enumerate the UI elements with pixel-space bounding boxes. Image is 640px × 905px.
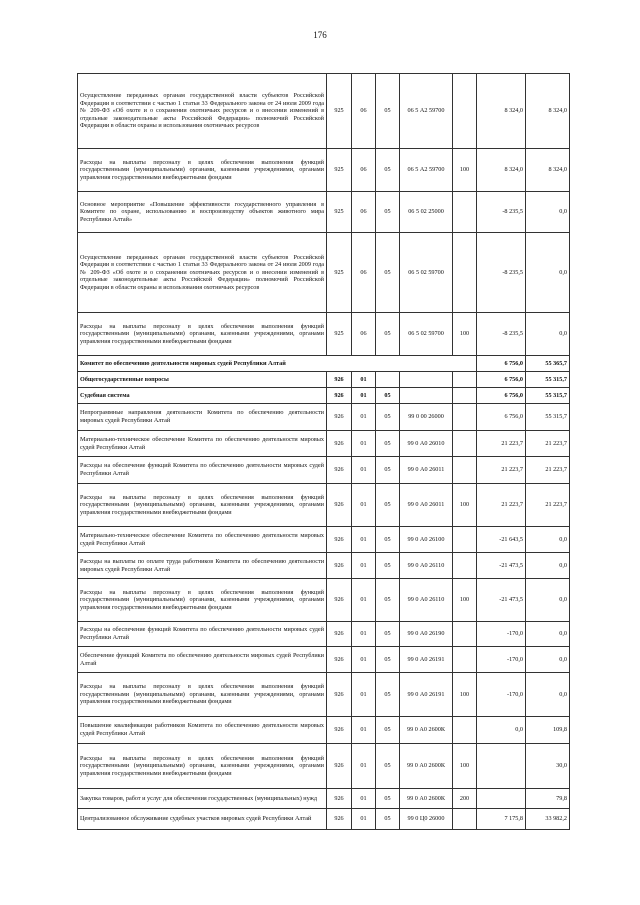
- subsection-code-cell: 05: [376, 744, 400, 789]
- section-code-cell: 01: [352, 809, 376, 830]
- amount-2-cell: 55 315,7: [526, 372, 570, 388]
- subsection-code-cell: 05: [376, 404, 400, 431]
- amount-2-cell: 55 315,7: [526, 388, 570, 404]
- target-article-cell: 99 0 А0 26110: [400, 553, 453, 579]
- section-code-cell: 01: [352, 484, 376, 527]
- row-name-cell: Основное мероприятие «Повышение эффективности государственного управления в Комитете по охране, использованию и воспроизводству объектов животного мира Республики Алтай»: [78, 192, 327, 233]
- table-row: [78, 527, 570, 553]
- subsection-code-cell: 05: [376, 149, 400, 192]
- ministry-code-cell: 926: [327, 388, 352, 404]
- amount-2-cell: 33 982,2: [526, 809, 570, 830]
- section-code-cell: 01: [352, 744, 376, 789]
- ministry-code-cell: 925: [327, 233, 352, 313]
- expense-type-cell: [453, 527, 477, 553]
- amount-1-cell: -8 235,5: [477, 233, 526, 313]
- target-article-cell: 99 0 Ц0 26000: [400, 809, 453, 830]
- section-code-cell: 06: [352, 192, 376, 233]
- amount-1-cell: -21 473,5: [477, 579, 526, 622]
- expense-type-cell: [453, 233, 477, 313]
- target-article-cell: 99 0 А0 26110: [400, 579, 453, 622]
- target-article-cell: 06 5 А2 59700: [400, 74, 453, 149]
- amount-1-cell: -170,0: [477, 622, 526, 647]
- expense-type-cell: [453, 372, 477, 388]
- expense-type-cell: [453, 431, 477, 457]
- expense-type-cell: [453, 647, 477, 673]
- table-row: [78, 553, 570, 579]
- expense-type-cell: [453, 74, 477, 149]
- amount-2-cell: 0,0: [526, 527, 570, 553]
- section-code-cell: 06: [352, 74, 376, 149]
- target-article-cell: 99 0 А0 26010: [400, 431, 453, 457]
- amount-1-cell: -8 235,5: [477, 313, 526, 356]
- target-article-cell: 99 0 А0 26191: [400, 647, 453, 673]
- table-row: [78, 484, 570, 527]
- row-name-cell: Расходы на выплаты персоналу в целях обеспечения выполнения функций государственными (муниципальными) органами, казенными учреждениями, органами управления государственными внебюджетными фондами: [78, 313, 327, 356]
- ministry-code-cell: 925: [327, 192, 352, 233]
- target-article-cell: 99 0 А0 26100: [400, 527, 453, 553]
- table-row: [78, 622, 570, 647]
- ministry-code-cell: 926: [327, 717, 352, 744]
- row-name-cell: Расходы на выплаты персоналу в целях обеспечения выполнения функций государственными (муниципальными) органами, казенными учреждениями, органами управления государственными внебюджетными фондами: [78, 149, 327, 192]
- target-article-cell: 99 0 А0 2600К: [400, 789, 453, 809]
- row-name-cell: Расходы на обеспечение функций Комитета по обеспечению деятельности мировых судей Республики Алтай: [78, 622, 327, 647]
- table-row: [78, 233, 570, 313]
- expense-type-cell: 100: [453, 673, 477, 717]
- amount-1-cell: -21 643,5: [477, 527, 526, 553]
- amount-2-cell: 0,0: [526, 313, 570, 356]
- row-name-cell: Материально-техническое обеспечение Комитета по обеспечению деятельности мировых судей Республики Алтай: [78, 527, 327, 553]
- expense-type-cell: 200: [453, 789, 477, 809]
- ministry-code-cell: 926: [327, 431, 352, 457]
- amount-1-cell: 6 756,0: [477, 388, 526, 404]
- ministry-code-cell: 926: [327, 553, 352, 579]
- target-article-cell: [400, 388, 453, 404]
- ministry-code-cell: 926: [327, 457, 352, 484]
- expense-type-cell: 100: [453, 149, 477, 192]
- amount-1-cell: 21 223,7: [477, 457, 526, 484]
- table-row: [78, 673, 570, 717]
- ministry-code-cell: 926: [327, 579, 352, 622]
- target-article-cell: 06 5 02 25000: [400, 192, 453, 233]
- subsection-code-cell: 05: [376, 192, 400, 233]
- amount-2-cell: 55 315,7: [526, 404, 570, 431]
- expense-type-cell: 100: [453, 579, 477, 622]
- expense-type-cell: 100: [453, 744, 477, 789]
- target-article-cell: 06 5 А2 59700: [400, 149, 453, 192]
- subsection-code-cell: 05: [376, 484, 400, 527]
- section-code-cell: 06: [352, 313, 376, 356]
- table-row: [78, 717, 570, 744]
- amount-2-cell: 0,0: [526, 622, 570, 647]
- subsection-code-cell: 05: [376, 74, 400, 149]
- amount-1-cell: [477, 744, 526, 789]
- amount-2-cell: 0,0: [526, 579, 570, 622]
- expense-type-cell: 100: [453, 313, 477, 356]
- row-name-cell: Расходы на выплаты персоналу в целях обеспечения выполнения функций государственными (муниципальными) органами, казенными учреждениями, органами управления государственными внебюджетными фондами: [78, 673, 327, 717]
- section-code-cell: 01: [352, 404, 376, 431]
- ministry-code-cell: 925: [327, 74, 352, 149]
- subsection-code-cell: 05: [376, 553, 400, 579]
- amount-2-cell: 0,0: [526, 233, 570, 313]
- table-row: [78, 457, 570, 484]
- amount-2-cell: 55 365,7: [526, 356, 570, 372]
- amount-1-cell: 8 324,0: [477, 149, 526, 192]
- amount-2-cell: 30,0: [526, 744, 570, 789]
- ministry-code-cell: 926: [327, 484, 352, 527]
- subsection-code-cell: 05: [376, 789, 400, 809]
- row-name-cell: Непрограммные направления деятельности Комитета по обеспечению деятельности мировых судей Республики Алтай: [78, 404, 327, 431]
- ministry-code-cell: 926: [327, 527, 352, 553]
- row-name-cell: Осуществление переданных органам государственной власти субъектов Российской Федерации в соответствии с частью 1 статьи 33 Федерального закона от 24 июля 2009 года № 209-ФЗ «Об охоте и о сохранении охотничьих ресурсов и о внесении изменений в отдельные законодательные акты Российской Федерации» полномочий Российской Федерации в области охраны и использования охотничьих ресурсов: [78, 74, 327, 149]
- expense-type-cell: [453, 457, 477, 484]
- amount-1-cell: 6 756,0: [477, 404, 526, 431]
- section-code-cell: 01: [352, 388, 376, 404]
- table-row: [78, 647, 570, 673]
- section-code-cell: 01: [352, 527, 376, 553]
- table-row: [78, 313, 570, 356]
- amount-1-cell: 0,0: [477, 717, 526, 744]
- row-name-cell: Общегосударственные вопросы: [78, 372, 327, 388]
- amount-2-cell: 21 223,7: [526, 457, 570, 484]
- target-article-cell: [400, 372, 453, 388]
- amount-2-cell: 21 223,7: [526, 431, 570, 457]
- expense-type-cell: [453, 622, 477, 647]
- row-name-cell: Расходы на выплаты персоналу в целях обеспечения выполнения функций государственными (муниципальными) органами, казенными учреждениями, органами управления государственными внебюджетными фондами: [78, 484, 327, 527]
- ministry-code-cell: 925: [327, 313, 352, 356]
- row-name-cell: Повышение квалификации работников Комитета по обеспечению деятельности мировых судей Республики Алтай: [78, 717, 327, 744]
- amount-2-cell: 109,8: [526, 717, 570, 744]
- section-code-cell: 06: [352, 233, 376, 313]
- ministry-code-cell: 926: [327, 404, 352, 431]
- target-article-cell: 06 5 02 59700: [400, 233, 453, 313]
- row-name-cell: Осуществление переданных органам государственной власти субъектов Российской Федерации в соответствии с частью 1 статьи 33 Федерального закона от 24 июля 2009 года № 209-ФЗ «Об охоте и о сохранении охотничьих ресурсов и о внесении изменений в отдельные законодательные акты Российской Федерации» полномочий Российской Федерации в области охраны и использования охотничьих ресурсов: [78, 233, 327, 313]
- amount-1-cell: -170,0: [477, 647, 526, 673]
- amount-2-cell: 0,0: [526, 673, 570, 717]
- row-name-cell: Централизованное обслуживание судебных участков мировых судей Республики Алтай: [78, 809, 327, 830]
- ministry-code-cell: 926: [327, 622, 352, 647]
- table-row: [78, 431, 570, 457]
- table-row: [78, 388, 570, 404]
- amount-1-cell: -170,0: [477, 673, 526, 717]
- amount-2-cell: 8 324,0: [526, 74, 570, 149]
- amount-2-cell: 0,0: [526, 647, 570, 673]
- target-article-cell: 99 0 00 26000: [400, 404, 453, 431]
- subsection-code-cell: 05: [376, 431, 400, 457]
- row-name-cell: Комитет по обеспечению деятельности мировых судей Республики Алтай: [78, 356, 477, 372]
- ministry-code-cell: 925: [327, 149, 352, 192]
- target-article-cell: 99 0 А0 26191: [400, 673, 453, 717]
- row-name-cell: Расходы на выплаты персоналу в целях обеспечения выполнения функций государственными (муниципальными) органами, казенными учреждениями, органами управления государственными внебюджетными фондами: [78, 579, 327, 622]
- amount-1-cell: -21 473,5: [477, 553, 526, 579]
- subsection-code-cell: 05: [376, 233, 400, 313]
- section-code-cell: 01: [352, 372, 376, 388]
- amount-1-cell: [477, 789, 526, 809]
- table-row: [78, 149, 570, 192]
- section-code-cell: 01: [352, 673, 376, 717]
- amount-1-cell: -8 235,5: [477, 192, 526, 233]
- budget-table: [77, 73, 570, 830]
- subsection-code-cell: 05: [376, 457, 400, 484]
- subsection-code-cell: 05: [376, 647, 400, 673]
- table-row: [78, 744, 570, 789]
- table-row: [78, 372, 570, 388]
- page-number: 176: [313, 30, 327, 40]
- amount-2-cell: 0,0: [526, 553, 570, 579]
- table-row: [78, 404, 570, 431]
- amount-1-cell: 21 223,7: [477, 484, 526, 527]
- amount-2-cell: 0,0: [526, 192, 570, 233]
- amount-1-cell: 6 756,0: [477, 356, 526, 372]
- section-code-cell: 01: [352, 622, 376, 647]
- row-name-cell: Обеспечение функций Комитета по обеспечению деятельности мировых судей Республики Алтай: [78, 647, 327, 673]
- subsection-code-cell: 05: [376, 313, 400, 356]
- ministry-code-cell: 926: [327, 809, 352, 830]
- section-code-cell: 01: [352, 579, 376, 622]
- table-row: [78, 356, 570, 372]
- row-name-cell: Расходы на выплаты персоналу в целях обеспечения выполнения функций государственными (муниципальными) органами, казенными учреждениями, органами управления государственными внебюджетными фондами: [78, 744, 327, 789]
- table-row: [78, 809, 570, 830]
- expense-type-cell: [453, 388, 477, 404]
- expense-type-cell: [453, 553, 477, 579]
- subsection-code-cell: 05: [376, 622, 400, 647]
- table-row: [78, 579, 570, 622]
- amount-1-cell: 7 175,8: [477, 809, 526, 830]
- row-name-cell: Материально-техническое обеспечение Комитета по обеспечению деятельности мировых судей Республики Алтай: [78, 431, 327, 457]
- subsection-code-cell: 05: [376, 809, 400, 830]
- table-row: [78, 74, 570, 149]
- target-article-cell: 99 0 А0 2600К: [400, 744, 453, 789]
- target-article-cell: 99 0 А0 26190: [400, 622, 453, 647]
- section-code-cell: 01: [352, 647, 376, 673]
- target-article-cell: 99 0 А0 26011: [400, 484, 453, 527]
- subsection-code-cell: [376, 372, 400, 388]
- target-article-cell: 99 0 А0 2600К: [400, 717, 453, 744]
- section-code-cell: 01: [352, 717, 376, 744]
- ministry-code-cell: 926: [327, 372, 352, 388]
- target-article-cell: 99 0 А0 26011: [400, 457, 453, 484]
- expense-type-cell: [453, 404, 477, 431]
- expense-type-cell: [453, 192, 477, 233]
- section-code-cell: 06: [352, 149, 376, 192]
- subsection-code-cell: 05: [376, 527, 400, 553]
- amount-1-cell: 6 756,0: [477, 372, 526, 388]
- ministry-code-cell: 926: [327, 647, 352, 673]
- amount-1-cell: 8 324,0: [477, 74, 526, 149]
- ministry-code-cell: 926: [327, 744, 352, 789]
- section-code-cell: 01: [352, 431, 376, 457]
- section-code-cell: 01: [352, 789, 376, 809]
- row-name-cell: Закупка товаров, работ и услуг для обеспечения государственных (муниципальных) нужд: [78, 789, 327, 809]
- amount-2-cell: 79,8: [526, 789, 570, 809]
- ministry-code-cell: 926: [327, 789, 352, 809]
- amount-1-cell: 21 223,7: [477, 431, 526, 457]
- row-name-cell: Расходы на обеспечение функций Комитета по обеспечению деятельности мировых судей Республики Алтай: [78, 457, 327, 484]
- section-code-cell: 01: [352, 457, 376, 484]
- expense-type-cell: [453, 809, 477, 830]
- ministry-code-cell: 926: [327, 673, 352, 717]
- section-code-cell: 01: [352, 553, 376, 579]
- amount-2-cell: 8 324,0: [526, 149, 570, 192]
- target-article-cell: 06 5 02 59700: [400, 313, 453, 356]
- expense-type-cell: 100: [453, 484, 477, 527]
- subsection-code-cell: 05: [376, 673, 400, 717]
- subsection-code-cell: 05: [376, 717, 400, 744]
- amount-2-cell: 21 223,7: [526, 484, 570, 527]
- row-name-cell: Расходы на выплаты по оплате труда работников Комитета по обеспечению деятельности мировых судей Республики Алтай: [78, 553, 327, 579]
- table-row: [78, 192, 570, 233]
- subsection-code-cell: 05: [376, 388, 400, 404]
- subsection-code-cell: 05: [376, 579, 400, 622]
- table-row: [78, 789, 570, 809]
- row-name-cell: Судебная система: [78, 388, 327, 404]
- expense-type-cell: [453, 717, 477, 744]
